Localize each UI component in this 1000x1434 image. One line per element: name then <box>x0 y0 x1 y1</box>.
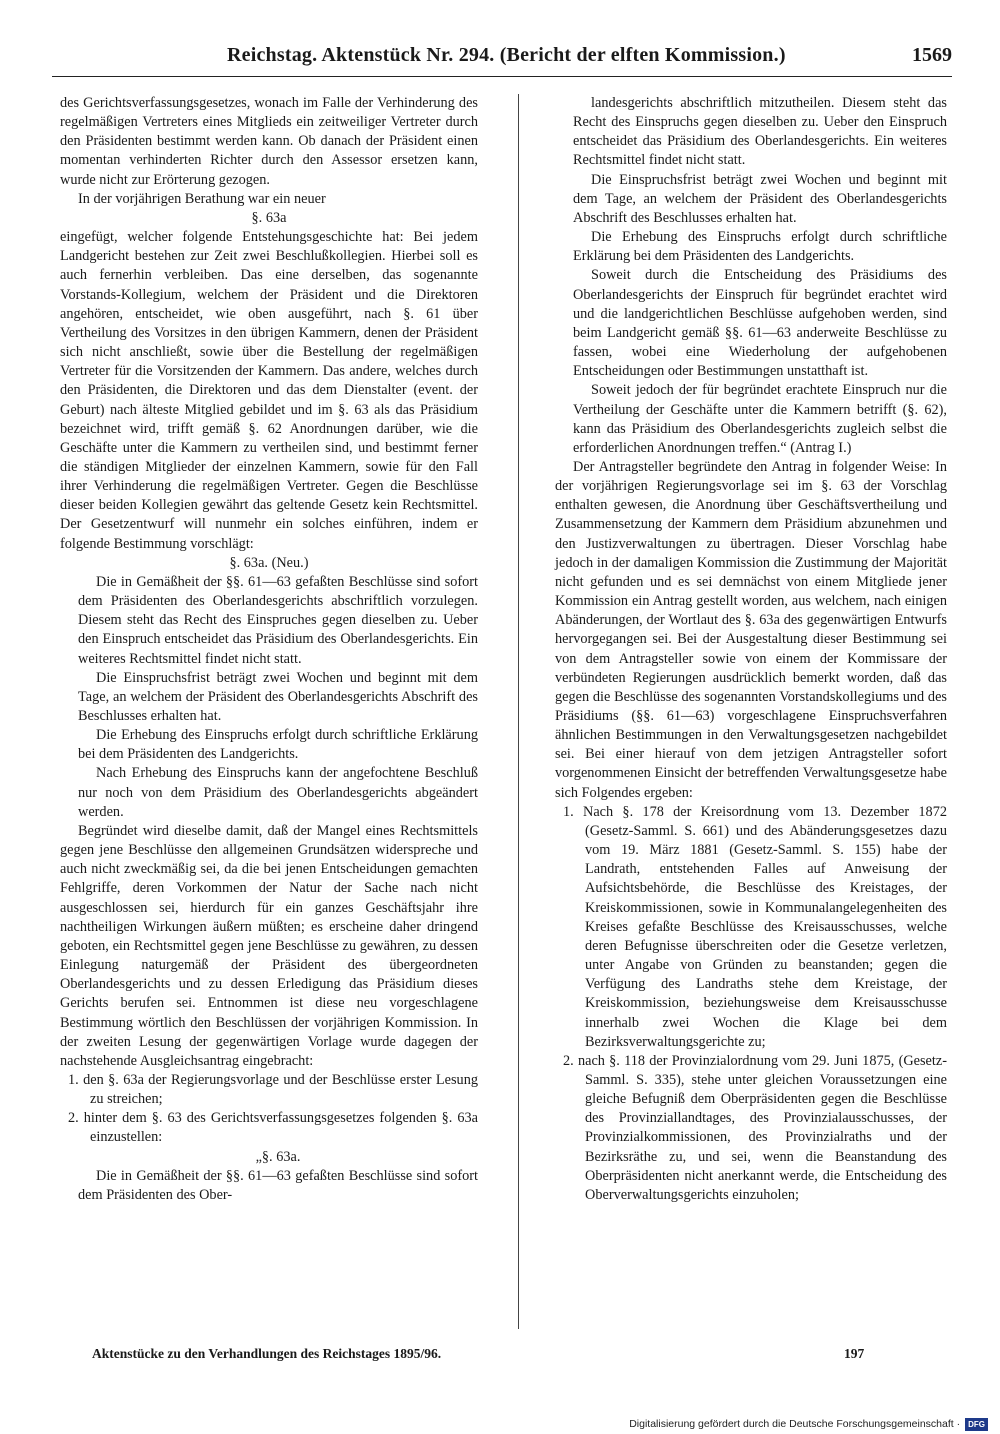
paragraph: Die in Gemäßheit der §§. 61—63 gefaßten Beschlüsse sind sofort dem Präsidenten des Ober- <box>78 1167 478 1203</box>
paragraph: In der vorjährigen Berathung war ein neuer <box>78 190 326 207</box>
page-header <box>52 42 952 77</box>
paragraph: Soweit durch die Entscheidung des Präsidiums des Oberlandesgerichts der Einspruch für begründet erachtet wird und die landgerichtlichen Beschlüsse aufgehoben werden, sind beim Landgericht gemäß §§. 61—63 anderweite Beschlüsse zu fassen, wobei eine Wiederholung der aufgehobenen Entscheidungen oder Bestimmungen unstatthaft ist. <box>573 267 947 380</box>
right-column <box>555 94 947 1205</box>
paragraph: Der Antragsteller begründete den Antrag in folgender Weise: In der vorjährigen Regierungsvorlage sei im §. 63 der Vorschlag enthalten gewesen, die Anordnung über Geschäftsvertheilung und Zusammensetzung der Kammern dem Präsidium abzunehmen und den Justizverwaltungen zu übertragen. Dieser Vorschlag habe jedoch in der damaligen Kommission die Zustimmung der Majorität nicht gefunden und es sei demnächst von einem Mitgliede jener Kommission ein Antrag gestellt worden, aus welchem, nach einigen Abänderungen, der Wortlaut des §. 63a des gegenwärtigen Entwurfs hervorgegangen sei. Bei der Ausgestaltung dieser Bestimmung sei von dem Antragsteller sowie von einem der Kommissare der verbündeten Regierungen ausdrücklich bemerkt worden, daß das gegen die Beschlüsse des sogenannten Vorstandskollegiums und des Präsidiums (§§. 61—63) vorgeschlagene Einspruchsverfahren ähnlichen Bestimmungen in den Verwaltungsgesetzen nachgebildet sei. Bei einer hierauf von dem jetzigen Antragsteller sofort vorgenommenen Einsicht der betreffenden Verwaltungsgesetze habe sich Folgendes ergeben: <box>555 458 947 801</box>
paragraph: Die Erhebung des Einspruchs erfolgt durch schriftliche Erklärung bei dem Präsidenten des Landgerichts. <box>78 727 478 763</box>
paragraph: 1. den §. 63a der Regierungsvorlage und der Beschlüsse erster Lesung zu streichen; <box>68 1071 478 1108</box>
paragraph: 2. hinter dem §. 63 des Gerichtsverfassungsgesetzes folgenden §. 63a einzustellen: <box>68 1110 478 1146</box>
paragraph: landesgerichts abschriftlich mitzutheilen. Diesem steht das Recht des Einspruchs gegen dieselben zu. Ueber den Einspruch entscheidet das Präsidium des Oberlandesgerichts. Ein weiteres Rechtsmittel findet nicht statt. <box>573 95 947 169</box>
paragraph: Soweit jedoch der für begründet erachtete Einspruch nur die Vertheilung der Geschäfte unter die Kammern betrifft (§. 62), kann das Präsidium des Oberlandesgerichts zugleich selbst die erforderlichen Anordnungen treffen.“ (Antrag I.) <box>573 382 947 456</box>
column-divider <box>518 94 519 1329</box>
paragraph: Die in Gemäßheit der §§. 61—63 gefaßten Beschlüsse sind sofort dem Präsidenten des Oberlandesgerichts abschriftlich vorzulegen. Diesem steht das Recht des Einspruches gegen dieselben zu. Ueber den Einspruch entscheidet das Präsidium des Oberlandesgerichts. Ein weiteres Rechtsmittel findet nicht statt. <box>78 573 478 667</box>
paragraph: Nach Erhebung des Einspruchs kann der angefochtene Beschluß nur noch von dem Präsidium des Oberlandesgerichts abgeändert werden. <box>78 765 478 820</box>
left-column <box>60 94 478 1205</box>
footer-source: Aktenstücke zu den Verhandlungen des Reichstages 1895/96. <box>92 1346 442 1361</box>
paragraph: §. 63a <box>251 209 287 226</box>
paragraph: eingefügt, welcher folgende Entstehungsgeschichte hat: Bei jedem Landgericht bestehen zur Zeit zwei Beschlußkollegien. Hierbei soll es auch fernerhin verbleiben. Das eine derselben, das sogenannte Vorstands-Kollegium, welchem der Präsident und die Direktoren angehören, entscheidet, wie oben ausgeführt, nach §. 61 über Vertheilung des Vorsitzes in den übrigen Kammern, denen der Präsident sich nicht anschließt, sowie über die Bestellung der regelmäßigen Vertreter für die Vorsitzenden der Kammern. Das andere, welches durch den Präsidenten, die Direktoren und das dem Dienstalter (event. der Geburt) nach älteste Mitglied gebildet und im §. 63 als das Präsidium bezeichnet wird, trifft gemäß §. 62 Anordnungen darüber, wie die Geschäfte unter die Kammern zu vertheilen sind, und bestimmt ferner die ständigen Mitglieder der einzelnen Kammern, sowie für den Fall ihrer Verhinderung die regelmäßigen Vertreter. Gegen die Beschlüsse dieser beiden Kollegien gewährt das geltende Gesetz kein Rechtsmittel. Der Gesetzentwurf will nunmehr ein solches einführen, indem er folgende Bestimmung vorschlägt: <box>60 229 478 552</box>
page-number: 1569 <box>912 44 952 66</box>
paragraph: „§. 63a. <box>255 1148 301 1165</box>
paragraph: Die Einspruchsfrist beträgt zwei Wochen und beginnt mit dem Tage, an welchem der Präsident des Oberlandesgerichts Abschrift des Beschlusses erhalten hat. <box>573 171 947 226</box>
paragraph: 2. nach §. 118 der Provinzialordnung vom 29. Juni 1875, (Gesetz-Samml. S. 335), stehe unter gleichen Voraussetzungen eine gleiche Befugniß dem Oberpräsidenten gegen die Beschlüsse des Provinziallandtages, des Provinzialausschusses, der Provinzialkommissionen, des Provinzialraths und der Bezirksräthe zu, und sei, wenn die Beanstandung des Oberpräsidenten nicht anerkannt werde, die Entscheidung des Oberverwaltungsgerichts einzuholen; <box>563 1052 947 1203</box>
paragraph: Die Erhebung des Einspruchs erfolgt durch schriftliche Erklärung bei dem Präsidenten des Landgerichts. <box>573 229 947 265</box>
paragraph: Die Einspruchsfrist beträgt zwei Wochen und beginnt mit dem Tage, an welchem der Präsident des Oberlandesgerichts Abschrift des Beschlusses erhalten hat. <box>78 669 478 724</box>
paragraph: 1. Nach §. 178 der Kreisordnung vom 13. Dezember 1872 (Gesetz-Samml. S. 661) und des Abänderungsgesetzes dazu vom 19. März 1881 (Gesetz-Samml. S. 155) habe der Landrath, entstehenden Falles auf Anweisung der Aufsichtsbehörde, die Beschlüsse des Kreistages, der Kreiskommissionen, sowie in Kommunalangelegenheiten des Kreises gefaßte Beschlüsse des Kreisausschusses, welche deren Befugnisse überschreiten oder die Gesetze verletzen, unter Angabe von Gründen zu beanstanden; gegen die Verfügung des Landraths stehe dem Kreistage, der Kreiskommission, beziehungsweise dem Kreisausschusse innerhalb zwei Wochen die Klage bei dem Bezirksverwaltungsgerichte zu; <box>563 803 947 1050</box>
running-title: Reichstag. Aktenstück Nr. 294. (Bericht der elften Kommission.) <box>227 44 786 66</box>
footer-page-number: 197 <box>844 1346 865 1361</box>
credit-text: Digitalisierung gefördert durch die Deutsche Forschungsgemeinschaft · <box>629 1418 961 1430</box>
paragraph: §. 63a. (Neu.) <box>229 554 309 571</box>
dfg-logo: DFG <box>965 1418 988 1431</box>
digitization-credit <box>629 1417 988 1431</box>
paragraph: Begründet wird dieselbe damit, daß der Mangel eines Rechtsmittels gegen jene Beschlüsse den allgemeinen Grundsätzen widerspreche und auch nicht zweckmäßig sei, da die bei jenen Entscheidungen gemachten Fehlgriffe, deren Vorkommen der Natur der Sache nach nicht ausgeschlossen sei, hierdurch für ein ganzes Geschäftsjahr ihre nachtheiligen Wirkungen äußern müßten; es erscheine daher dringend geboten, ein Rechtsmittel gegen jene Beschlüsse zu gewähren, zu dessen Einlegung naturgemäß der Präsident des übergeordneten Oberlandesgerichts und zu dessen Erledigung das Präsidium dieses Gerichts berufen sei. Entnommen ist diese neu vorgeschlagene Bestimmung wörtlich den Beschlüssen der vorjährigen Kommission. In der zweiten Lesung der gegenwärtigen Vorlage wurde dagegen der nachstehende Ausgleichsantrag eingebracht: <box>60 822 478 1069</box>
paragraph: des Gerichtsverfassungsgesetzes, wonach im Falle der Verhinderung des regelmäßigen Vertreters eines Mitglieds ein zeitweiliger Vertreter durch den Präsidenten bestimmt werden kann. Ob danach der Präsident einen momentan verhinderten Richter durch den Assessor ersetzen kann, wurde nicht zur Erörterung gezogen. <box>60 95 478 188</box>
